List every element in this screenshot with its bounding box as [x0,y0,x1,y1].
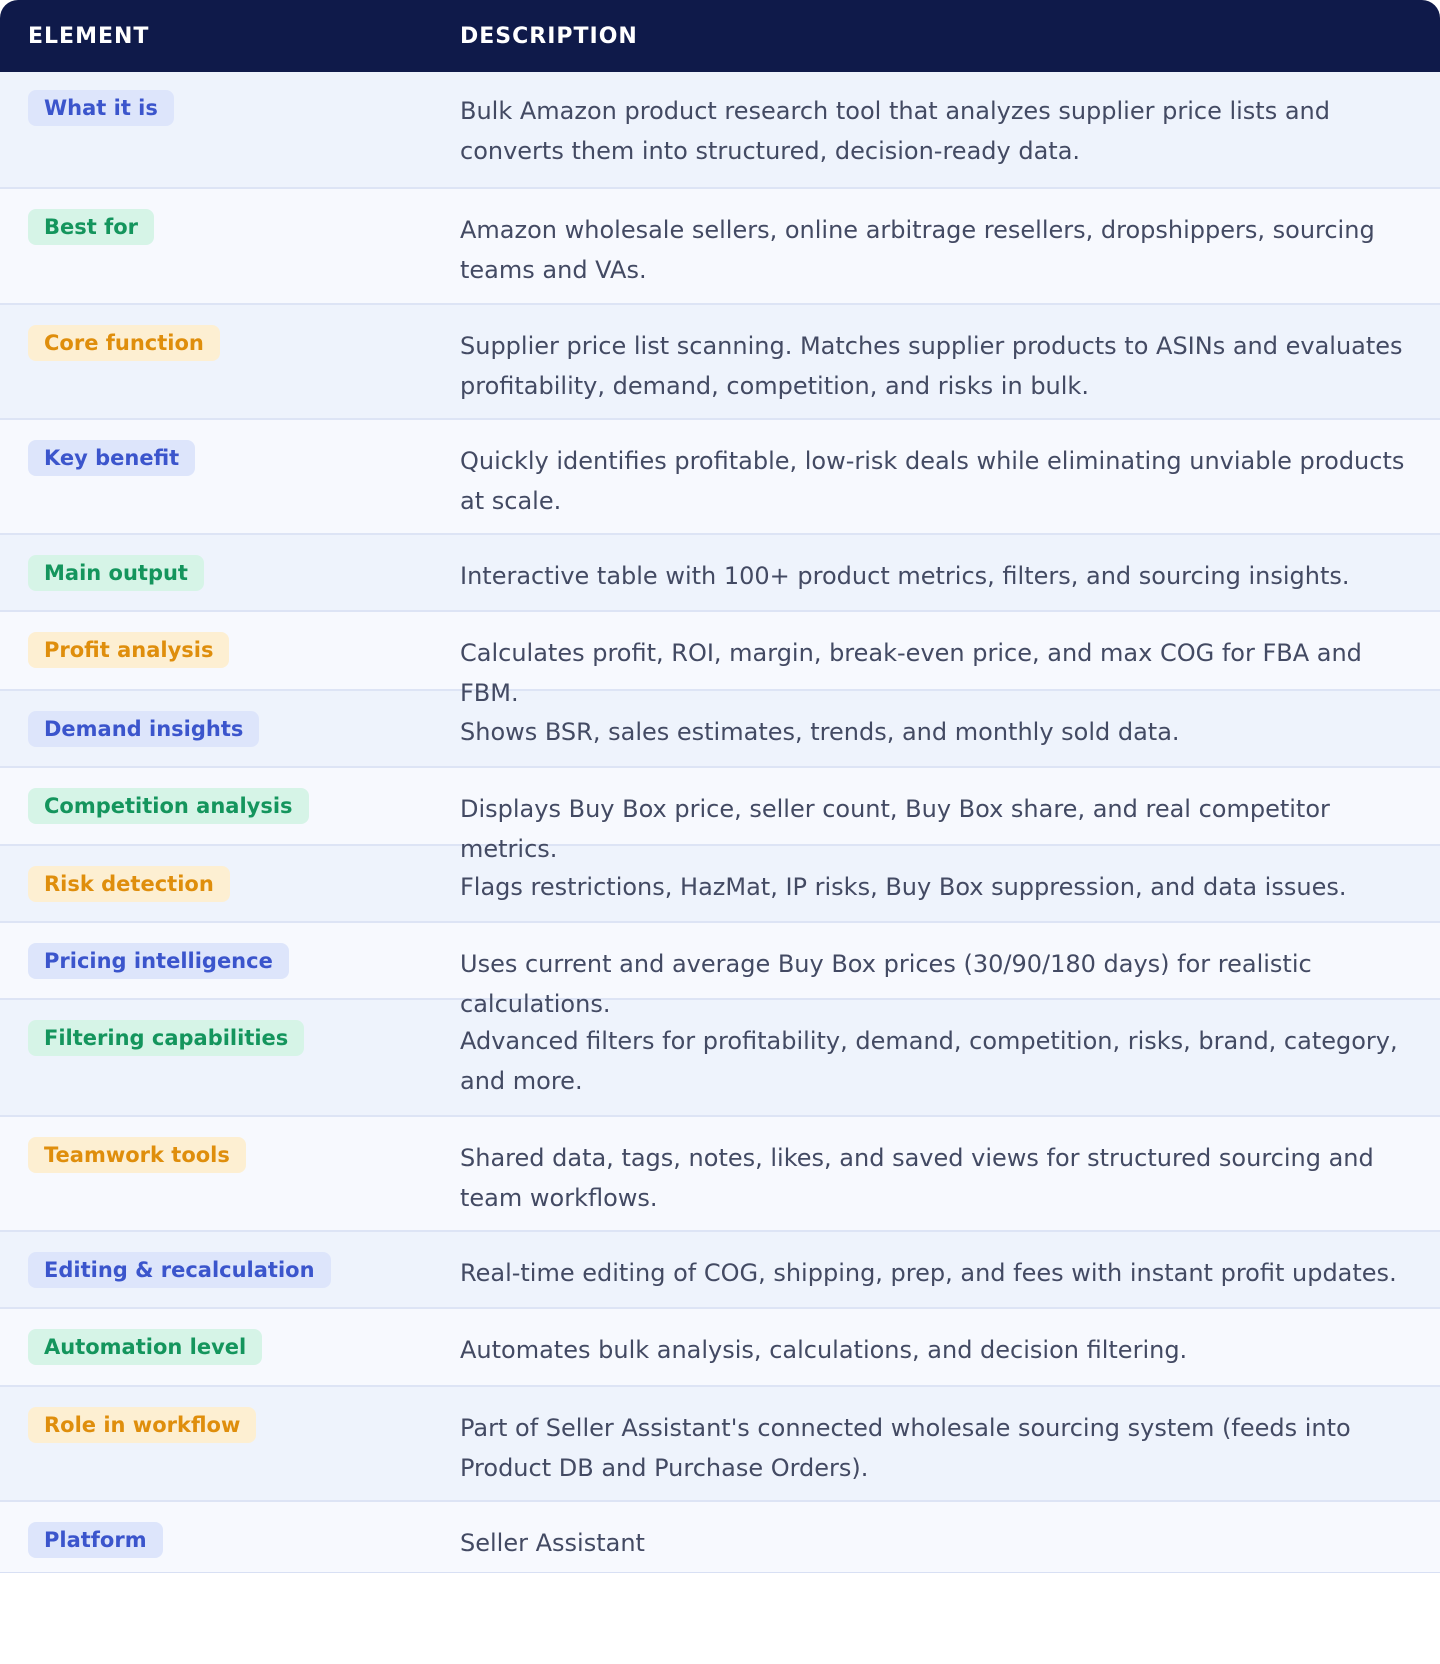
element-badge: Teamwork tools [28,1137,246,1173]
header-description: DESCRIPTION [460,23,638,49]
element-cell [0,440,460,476]
description-cell: Quickly identifies profitable, low-risk deals while eliminating unviable products at scale. [460,447,1405,515]
element-badge: Automation level [28,1329,262,1365]
element-cell [0,711,460,747]
description-cell: Interactive table with 100+ product metrics, filters, and sourcing insights. [460,562,1350,590]
description-cell: Part of Seller Assistant's connected wholesale sourcing system (feeds into Product DB and Purchase Orders). [460,1414,1351,1482]
header-element: ELEMENT [28,23,150,49]
element-cell [0,1522,460,1558]
element-cell [0,1329,460,1365]
description-cell: Supplier price list scanning. Matches supplier products to ASINs and evaluates profitability, demand, competition, and risks in bulk. [460,332,1403,400]
element-badge: Profit analysis [28,632,229,668]
description-cell: Automates bulk analysis, calculations, and decision filtering. [460,1336,1188,1364]
description-cell: Flags restrictions, HazMat, IP risks, Buy Box suppression, and data issues. [460,873,1347,901]
table-row [0,303,1440,418]
element-badge: Demand insights [28,711,259,747]
table-row [0,418,1440,533]
description-cell: Calculates profit, ROI, margin, break-even price, and max COG for FBA and FBM. [460,639,1362,707]
element-badge: Main output [28,555,204,591]
element-badge: Competition analysis [28,788,309,824]
element-badge: Platform [28,1522,163,1558]
element-badge: Best for [28,209,154,245]
element-cell [0,943,460,979]
table-row [0,1385,1440,1500]
element-badge: What it is [28,90,174,126]
table-body [0,72,1440,1573]
table-row [0,921,1440,1018]
table-row [0,1115,1440,1230]
description-cell: Advanced filters for profitability, demand, competition, risks, brand, category, and more. [460,1027,1398,1095]
element-cell [0,555,460,591]
element-badge: Role in workflow [28,1407,256,1443]
element-cell [0,1252,460,1288]
element-badge: Risk detection [28,866,230,902]
element-cell [0,1020,460,1056]
element-badge: Key benefit [28,440,195,476]
description-cell: Real-time editing of COG, shipping, prep, and fees with instant profit updates. [460,1259,1397,1287]
element-badge: Pricing intelligence [28,943,289,979]
element-cell [0,209,460,245]
description-cell: Bulk Amazon product research tool that analyzes supplier price lists and converts them into structured, decision-ready data. [460,97,1330,165]
table-row [0,1500,1440,1572]
table-header [0,0,1440,72]
description-cell: Shows BSR, sales estimates, trends, and monthly sold data. [460,718,1180,746]
description-cell: Shared data, tags, notes, likes, and saved views for structured sourcing and team workflows. [460,1144,1374,1212]
table-row [0,533,1440,610]
description-cell: Uses current and average Buy Box prices (30/90/180 days) for realistic calculations. [460,950,1312,1018]
element-badge: Filtering capabilities [28,1020,304,1056]
table-row [0,766,1440,863]
element-cell [0,866,460,902]
element-cell [0,325,460,361]
table-row [0,610,1440,707]
table-row [0,1307,1440,1385]
element-cell [0,632,460,668]
element-cell [0,788,460,824]
element-badge: Core function [28,325,220,361]
table-row [0,187,1440,303]
description-cell: Amazon wholesale sellers, online arbitrage resellers, dropshippers, sourcing teams and VAs. [460,216,1375,284]
description-cell: Seller Assistant [460,1529,645,1557]
element-badge: Editing & recalculation [28,1252,331,1288]
table-row [0,1230,1440,1307]
table-row [0,72,1440,187]
description-cell: Displays Buy Box price, seller count, Buy Box share, and real competitor metrics. [460,795,1330,863]
element-cell [0,90,460,126]
element-cell [0,1137,460,1173]
element-cell [0,1407,460,1443]
